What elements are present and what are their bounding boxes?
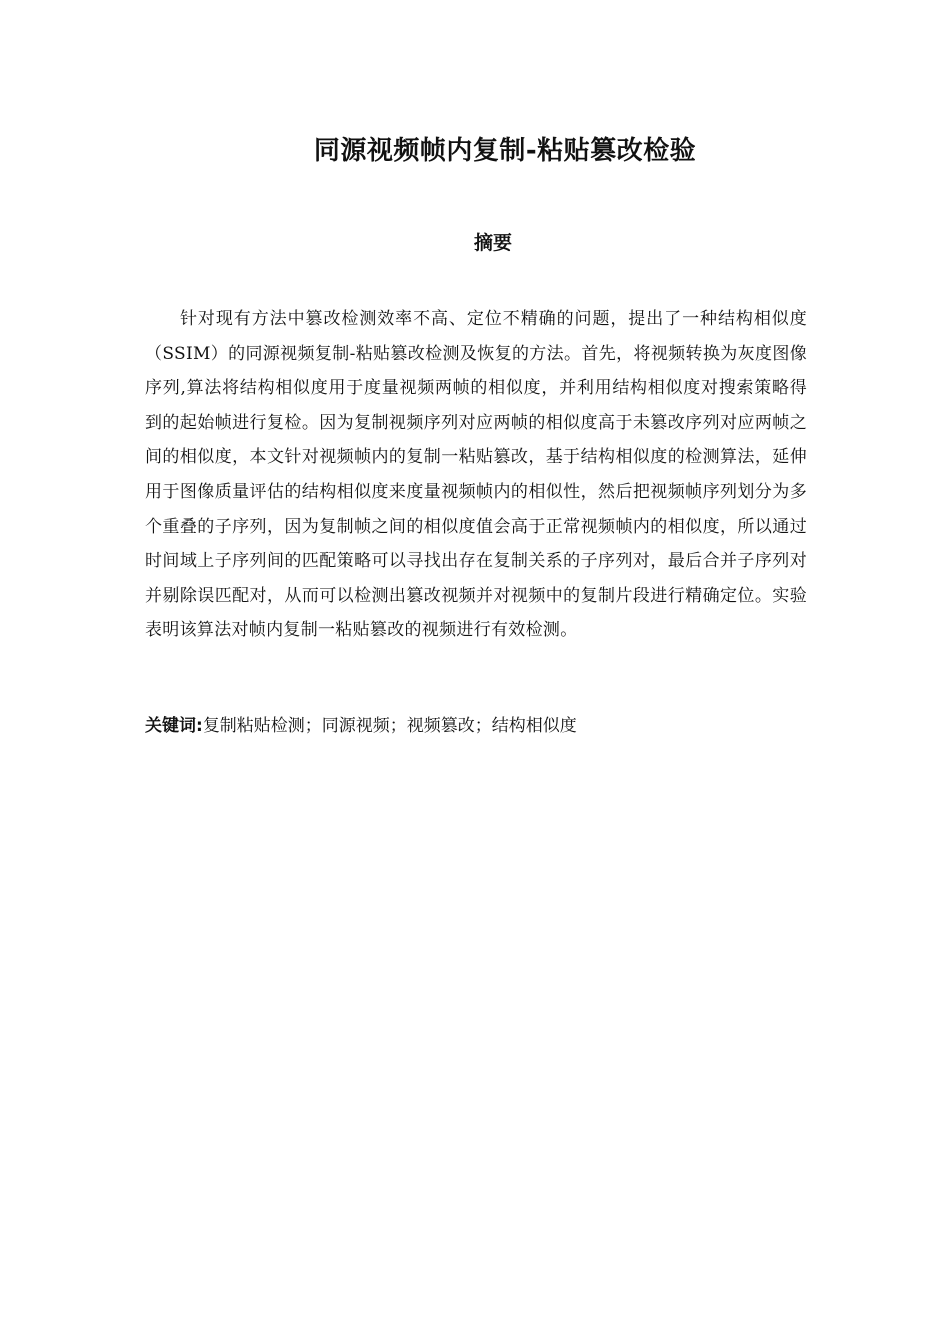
paper-title: 同源视频帧内复制-粘贴篡改检验 <box>313 136 697 166</box>
keywords-line <box>145 710 807 742</box>
abstract-body: 针对现有方法中篡改检测效率不高、定位不精确的问题，提出了一种结构相似度（SSIM）的同源视频复制-粘贴篡改检测及恢复的方法。首先，将视频转换为灰度图像序列,算法将结构相似度用于度量视频两帧的相似度，并利用结构相似度对搜索策略得到的起始帧进行复检。因为复制视频序列对应两帧的相似度高于未篡改序列对应两帧之间的相似度，本文针对视频帧内的复制一粘贴篡改，基于结构相似度的检测算法，延伸用于图像质量评估的结构相似度来度量视频帧内的相似性，然后把视频帧序列划分为多个重叠的子序列，因为复制帧之间的相似度值会高于正常视频帧内的相似度，所以通过时间域上子序列间的匹配策略可以寻找出存在复制关系的子序列对，最后合并子序列对并剔除误匹配对，从而可以检测出篡改视频并对视频中的复制片段进行精确定位。实验表明该算法对帧内复制一粘贴篡改的视频进行有效检测。 <box>145 309 807 641</box>
keywords-text: 复制粘贴检测；同源视频；视频篡改；结构相似度 <box>202 716 577 736</box>
abstract-heading: 摘要 <box>473 232 512 254</box>
keywords-label: 关键词: <box>145 716 203 736</box>
